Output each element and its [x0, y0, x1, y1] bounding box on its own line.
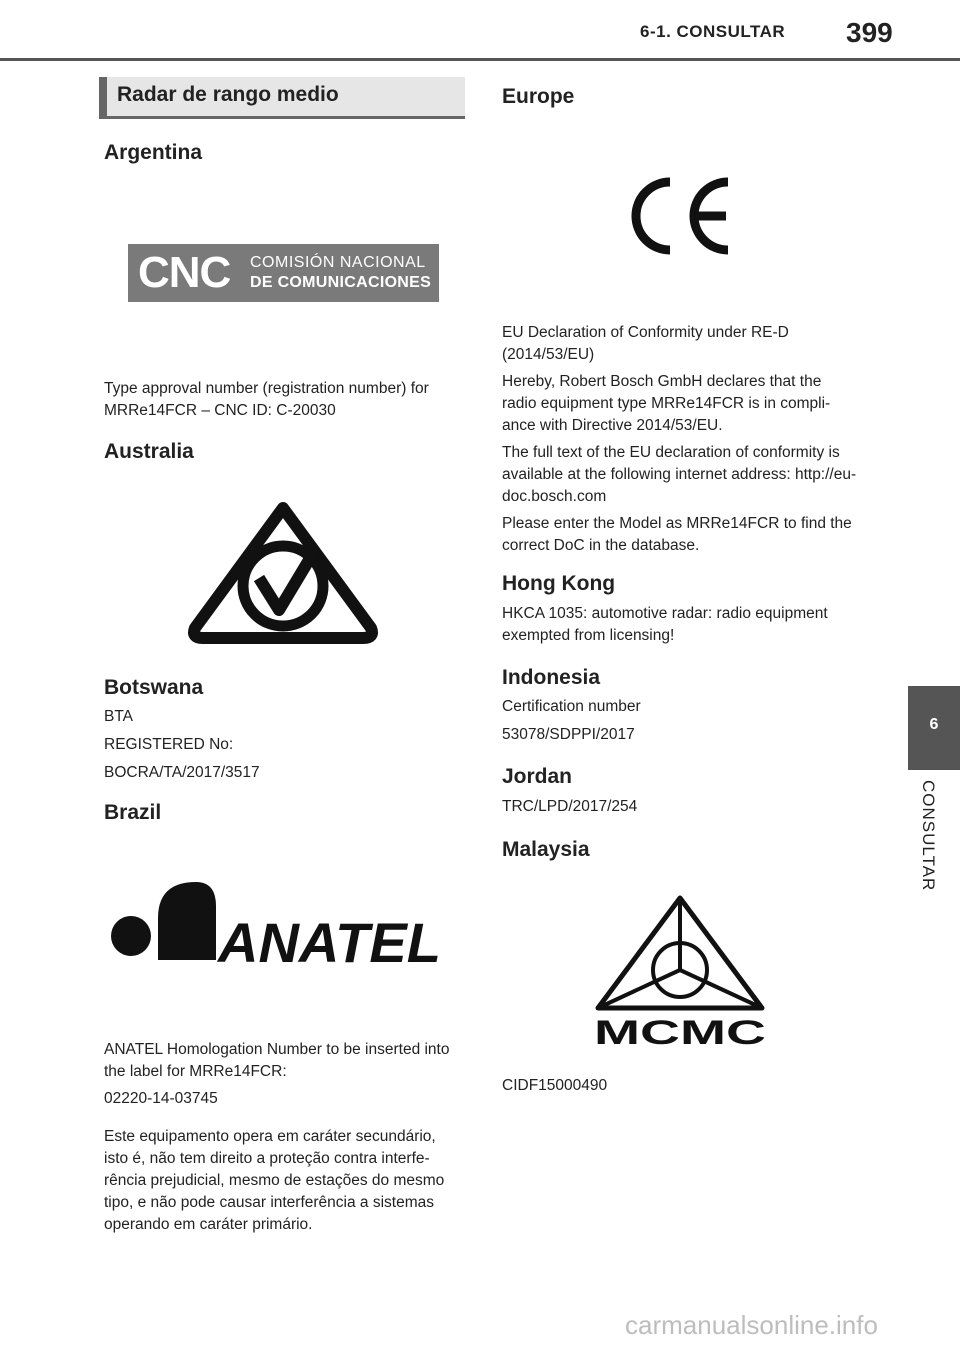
heading-brazil: Brazil	[104, 801, 162, 824]
heading-indonesia: Indonesia	[502, 666, 601, 689]
brazil-text-1: ANATEL Homologation Number to be inserted into the label for MRRe14FCR:	[104, 1041, 450, 1080]
brazil-text-2: Este equipamento opera em caráter secundário, isto é, não tem direito a proteção contra interfe-rência prejudicial, mesmo de estações do mesmo tipo, e não pode causar interferência a sistemas operando em caráter primário.	[104, 1128, 445, 1233]
header-divider	[0, 58, 960, 61]
hong-kong-text: HKCA 1035: automotive radar: radio equipment exempted from licensing!	[502, 605, 828, 644]
chapter-tab-label: CONSULTAR	[919, 780, 938, 892]
jordan-text: TRC/LPD/2017/254	[502, 798, 638, 815]
watermark: carmanualsonline.info	[625, 1310, 878, 1340]
malaysia-text: CIDF15000490	[502, 1077, 608, 1094]
botswana-line-2: REGISTERED No:	[104, 736, 234, 753]
chapter-tab	[908, 686, 960, 770]
europe-paragraph-2: Hereby, Robert Bosch GmbH declares that the radio equipment type MRRe14FCR is in compli-ance with Directive 2014/53/EU.	[502, 373, 831, 434]
europe-paragraph-4: Please enter the Model as MRRe14FCR to find the correct DoC in the database.	[502, 515, 852, 554]
indonesia-line-2: 53078/SDPPI/2017	[502, 726, 635, 743]
indonesia-line-1: Certification number	[502, 698, 641, 715]
svg-text:MCMC: MCMC	[594, 1014, 766, 1048]
section-title: Radar de rango medio	[117, 83, 339, 106]
europe-paragraph-3: The full text of the EU declaration of conformity is available at the following internet address: http://eu-doc.bosch.com	[502, 444, 857, 505]
section-header	[99, 77, 465, 119]
heading-jordan: Jordan	[502, 765, 573, 788]
argentina-text: Type approval number (registration number) for MRRe14FCR – CNC ID: C-20030	[104, 380, 429, 419]
heading-europe: Europe	[502, 85, 575, 108]
heading-malaysia: Malaysia	[502, 838, 590, 861]
cnc-logo: CNC COMISIÓN NACIONAL DE COMUNICACIONES	[128, 244, 439, 302]
heading-botswana: Botswana	[104, 676, 204, 699]
botswana-line-1: BTA	[104, 708, 133, 725]
anatel-logo	[108, 878, 448, 968]
botswana-line-3: BOCRA/TA/2017/3517	[104, 764, 260, 781]
rcm-check-icon	[183, 498, 383, 648]
mcmc-logo	[590, 892, 770, 1048]
chapter-tab-number: 6	[929, 716, 939, 733]
page-number: 399	[846, 17, 893, 48]
heading-hong-kong: Hong Kong	[502, 572, 616, 595]
chapter-title: 6-1. CONSULTAR	[640, 22, 786, 41]
heading-argentina: Argentina	[104, 141, 203, 164]
heading-australia: Australia	[104, 440, 194, 463]
europe-paragraph-1: EU Declaration of Conformity under RE-D (2014/53/EU)	[502, 324, 789, 363]
svg-text:ANATEL: ANATEL	[218, 911, 441, 968]
brazil-number: 02220-14-03745	[104, 1090, 218, 1107]
ce-mark-icon	[626, 176, 732, 256]
